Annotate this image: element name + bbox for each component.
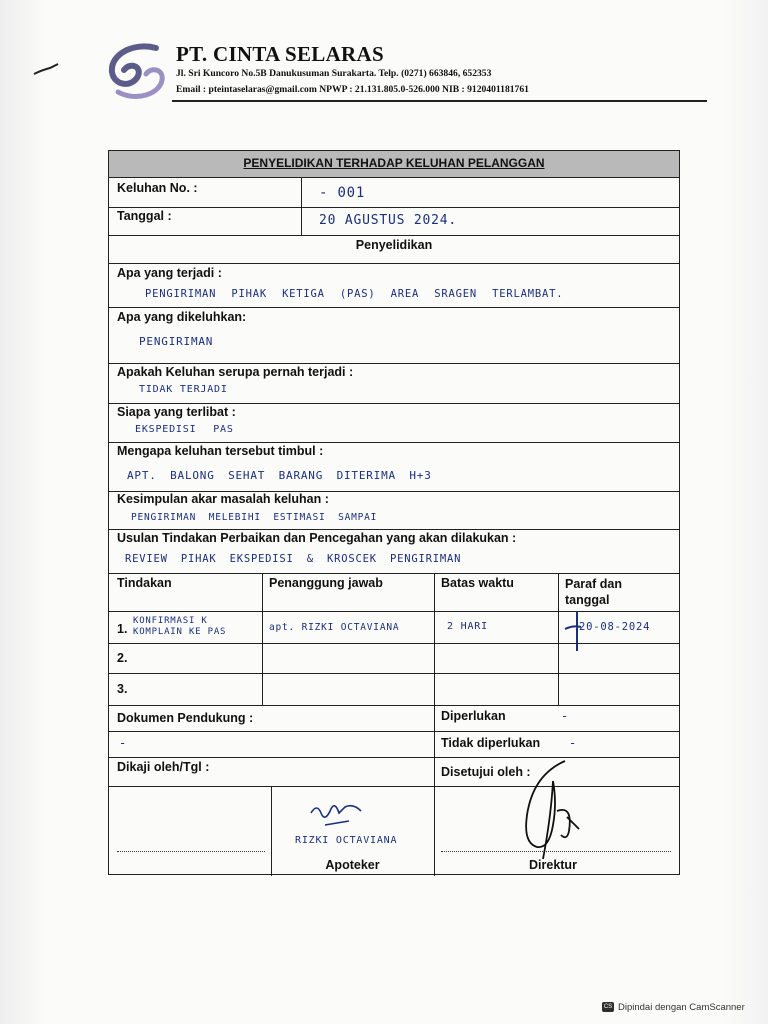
divider: [109, 705, 679, 706]
divider: [109, 731, 679, 732]
tidak-diperlukan-value[interactable]: -: [569, 736, 578, 750]
camscanner-icon: CS: [603, 1004, 613, 1011]
divider: [109, 207, 679, 208]
q4-label: Siapa yang terlibat :: [117, 405, 236, 419]
keluhan-no-value[interactable]: - 001: [319, 185, 366, 201]
header-divider: [172, 100, 707, 102]
row3-num: 3.: [117, 682, 128, 696]
divider: [109, 442, 679, 443]
apoteker-signature-icon: [305, 799, 385, 835]
table-header-deadline: Batas waktu: [441, 576, 514, 590]
q7-value[interactable]: REVIEW PIHAK EKSPEDISI & KROSCEK PENGIRIMAN: [125, 553, 462, 565]
signer1-role: Apoteker: [325, 858, 380, 872]
divider: [109, 363, 679, 364]
company-contact: Email : pteintaselaras@gmail.com NPWP : 21.131.805.0-526.000 NIB : 9120401181761: [176, 84, 529, 95]
diperlukan-label: Diperlukan: [441, 709, 506, 723]
diperlukan-value[interactable]: -: [561, 709, 570, 723]
q1-label: Apa yang terjadi :: [117, 266, 222, 280]
row1-sign[interactable]: 20-08-2024: [579, 621, 651, 633]
dikaji-label: Dikaji oleh/Tgl :: [117, 760, 210, 774]
q2-label: Apa yang dikeluhkan:: [117, 310, 247, 324]
direktur-signature-icon: [513, 755, 593, 867]
divider: [434, 573, 435, 705]
tanggal-label: Tanggal :: [117, 209, 172, 223]
scanner-text: Dipindai dengan CamScanner: [618, 1002, 745, 1013]
table-header-pic: Penanggung jawab: [269, 576, 383, 590]
dokumen-value[interactable]: -: [119, 736, 128, 750]
company-logo-icon: [104, 40, 170, 104]
q7-label: Usulan Tindakan Perbaikan dan Pencegahan yang akan dilakukan :: [117, 531, 517, 545]
row2-num: 2.: [117, 651, 128, 665]
divider: [109, 757, 679, 758]
q3-label: Apakah Keluhan serupa pernah terjadi :: [117, 365, 354, 379]
q6-label: Kesimpulan akar masalah keluhan :: [117, 492, 329, 506]
q1-value[interactable]: PENGIRIMAN PIHAK KETIGA (PAS) AREA SRAGEN TERLAMBAT.: [145, 288, 564, 300]
pen-mark: [30, 60, 66, 80]
divider: [109, 786, 679, 787]
camscanner-watermark: [602, 1002, 745, 1013]
divider: [109, 403, 679, 404]
row1-deadline[interactable]: 2 HARI: [447, 621, 488, 632]
row1-num: 1.: [117, 622, 128, 636]
q4-value[interactable]: EKSPEDISI PAS: [135, 424, 234, 435]
signature-line-dikaji: [117, 851, 265, 852]
company-name: PT. CINTA SELARAS: [176, 42, 384, 66]
q5-label: Mengapa keluhan tersebut timbul :: [117, 444, 324, 458]
divider: [109, 643, 679, 644]
paraf-mark-icon: [559, 607, 589, 655]
row1-pic[interactable]: apt. RIZKI OCTAVIANA: [269, 622, 400, 633]
divider: [109, 673, 679, 674]
divider: [109, 235, 679, 236]
row1-action[interactable]: KONFIRMASI K KOMPLAIN KE PAS: [133, 616, 227, 637]
divider: [109, 573, 679, 574]
divider: [262, 573, 263, 705]
signer2-role: Direktur: [529, 858, 577, 872]
divider: [109, 307, 679, 308]
keluhan-no-label: Keluhan No. :: [117, 181, 198, 195]
q3-value[interactable]: TIDAK TERJADI: [139, 384, 228, 395]
form-title: PENYELIDIKAN TERHADAP KELUHAN PELANGGAN: [109, 151, 679, 178]
tanggal-value[interactable]: 20 AGUSTUS 2024.: [319, 213, 458, 228]
signer1-name: RIZKI OCTAVIANA: [295, 835, 398, 846]
company-address: Jl. Sri Kuncoro No.5B Danukusuman Surakarta. Telp. (0271) 663846, 652353: [176, 68, 492, 79]
disetujui-label: Disetujui oleh :: [441, 765, 531, 779]
divider: [301, 177, 302, 235]
q6-value[interactable]: PENGIRIMAN MELEBIHI ESTIMASI SAMPAI: [131, 512, 378, 523]
divider: [434, 786, 435, 876]
q5-value[interactable]: APT. BALONG SEHAT BARANG DITERIMA H+3: [127, 469, 432, 482]
section-heading: Penyelidikan: [355, 238, 433, 252]
divider: [109, 529, 679, 530]
q2-value[interactable]: PENGIRIMAN: [139, 335, 214, 348]
dokumen-label: Dokumen Pendukung :: [117, 711, 254, 725]
divider: [434, 705, 435, 786]
table-header-sign: Paraf dan tanggal: [565, 577, 622, 607]
complaint-investigation-form: [108, 150, 680, 875]
tidak-diperlukan-label: Tidak diperlukan: [441, 736, 541, 750]
divider: [109, 263, 679, 264]
table-header-tindakan: Tindakan: [117, 576, 172, 590]
divider: [109, 611, 679, 612]
